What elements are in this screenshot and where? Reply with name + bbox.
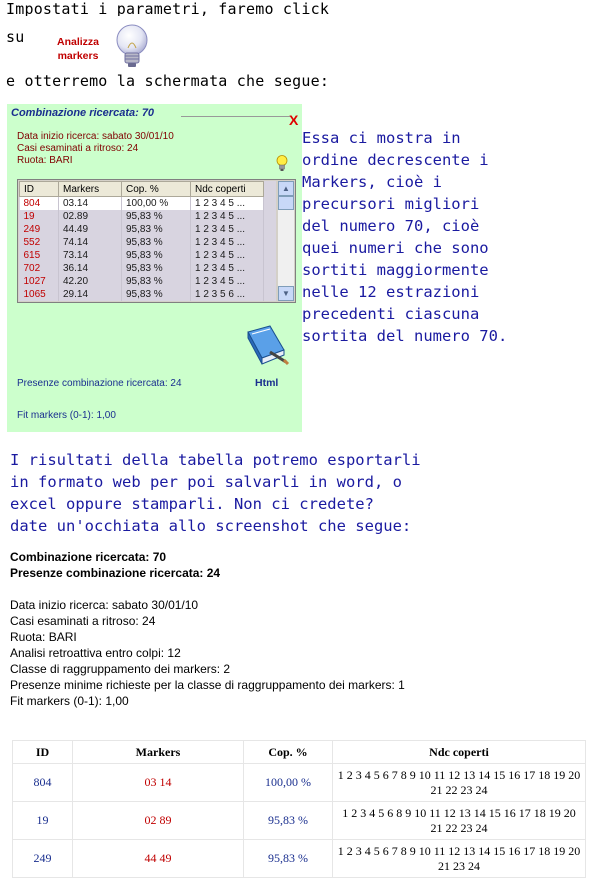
html-export-book-icon[interactable] xyxy=(240,322,290,370)
scroll-down-icon[interactable]: ▼ xyxy=(278,286,294,301)
report-cell-markers: 02 89 xyxy=(73,802,244,840)
cell-cop: 95,83 % xyxy=(122,210,191,223)
cell-id: 1065 xyxy=(20,288,59,301)
cell-id: 804 xyxy=(20,197,59,211)
cell-markers: 74.14 xyxy=(59,236,122,249)
cell-cop: 95,83 % xyxy=(122,275,191,288)
cell-markers: 73.14 xyxy=(59,249,122,262)
cell-ndc: 1 2 3 4 5 ... xyxy=(191,223,264,236)
report-cell-id: 19 xyxy=(13,802,73,840)
cell-id: 702 xyxy=(20,262,59,275)
grid-row[interactable] xyxy=(20,262,264,275)
intro-line-3: e otterremo la schermata che segue: xyxy=(6,72,330,90)
cell-cop: 95,83 % xyxy=(122,223,191,236)
grid-body xyxy=(19,181,276,301)
markers-grid[interactable] xyxy=(17,179,296,303)
cell-cop: 95,83 % xyxy=(122,288,191,301)
table-row xyxy=(13,840,586,878)
report-cell-ndc: 1 2 3 4 5 6 7 8 9 10 11 12 13 14 15 16 17 18 19 20 21 23 24 xyxy=(333,840,586,878)
report-cell-cop: 95,83 % xyxy=(244,840,333,878)
report-cell-id: 804 xyxy=(13,764,73,802)
cell-ndc: 1 2 3 4 5 ... xyxy=(191,197,264,211)
report-col-ndc: Ndc coperti xyxy=(333,741,586,764)
info-wheel: Ruota: BARI xyxy=(17,155,73,166)
report-cell-ndc: 1 2 3 4 5 6 8 9 10 11 12 13 14 15 16 17 18 19 20 21 22 23 24 xyxy=(333,802,586,840)
cell-ndc: 1 2 3 4 5 ... xyxy=(191,210,264,223)
cell-markers: 03.14 xyxy=(59,197,122,211)
scroll-up-icon[interactable]: ▲ xyxy=(278,181,294,196)
title-divider xyxy=(181,116,291,117)
report-col-markers: Markers xyxy=(73,741,244,764)
report-col-id: ID xyxy=(13,741,73,764)
report-cell-cop: 95,83 % xyxy=(244,802,333,840)
report-cell-ndc: 1 2 3 4 5 6 7 8 9 10 11 12 13 14 15 16 17 18 19 20 21 22 23 24 xyxy=(333,764,586,802)
explanation-text: Essa ci mostra in ordine decrescente i Markers, cioè i precursori migliori del numero 70, cioè quei numeri che sono sortiti maggiormente nelle 12 estrazioni precedenti ciascuna sortita del numero 70. xyxy=(302,129,508,345)
report-heading-presence: Presenze combinazione ricercata: 24 xyxy=(10,566,221,580)
lightbulb-icon[interactable] xyxy=(275,154,289,172)
grid-row[interactable] xyxy=(20,288,264,301)
html-export-link[interactable]: Html xyxy=(255,377,279,389)
grid-scrollbar[interactable] xyxy=(278,181,294,301)
grid-row[interactable] xyxy=(20,197,264,211)
col-cop[interactable]: Cop. % xyxy=(122,182,191,197)
col-id[interactable]: ID xyxy=(20,182,59,197)
scroll-thumb[interactable] xyxy=(278,196,294,210)
intro-line-1: Impostati i parametri, faremo click xyxy=(6,0,330,16)
cell-ndc: 1 2 3 4 5 ... xyxy=(191,236,264,249)
analyze-markers-button[interactable] xyxy=(44,32,112,68)
grid-row[interactable] xyxy=(20,210,264,223)
grid-row[interactable] xyxy=(20,275,264,288)
report-cell-markers: 44 49 xyxy=(73,840,244,878)
cell-ndc: 1 2 3 4 5 ... xyxy=(191,262,264,275)
report-table xyxy=(12,740,586,878)
results-panel xyxy=(7,104,302,432)
cell-markers: 42.20 xyxy=(59,275,122,288)
grid-row[interactable] xyxy=(20,249,264,262)
cell-id: 19 xyxy=(20,210,59,223)
report-line: Casi esaminati a ritroso: 24 xyxy=(10,614,156,628)
cell-ndc: 1 2 3 5 6 ... xyxy=(191,288,264,301)
cell-id: 552 xyxy=(20,236,59,249)
col-markers[interactable]: Markers xyxy=(59,182,122,197)
panel-title: Combinazione ricercata: 70 xyxy=(11,107,155,119)
report-cell-markers: 03 14 xyxy=(73,764,244,802)
info-cases: Casi esaminati a ritroso: 24 xyxy=(17,143,139,154)
report-line: Data inizio ricerca: sabato 30/01/10 xyxy=(10,598,199,612)
cell-id: 249 xyxy=(20,223,59,236)
cell-cop: 95,83 % xyxy=(122,249,191,262)
cell-markers: 36.14 xyxy=(59,262,122,275)
cell-markers: 29.14 xyxy=(59,288,122,301)
analyze-label-1: Analizza xyxy=(56,36,99,48)
close-button[interactable]: X xyxy=(289,112,299,128)
cell-cop: 95,83 % xyxy=(122,236,191,249)
presence-count: Presenze combinazione ricercata: 24 xyxy=(17,378,182,389)
cell-ndc: 1 2 3 4 5 ... xyxy=(191,275,264,288)
fit-markers: Fit markers (0-1): 1,00 xyxy=(17,410,116,421)
cell-cop: 100,00 % xyxy=(122,197,191,211)
lightbulb-icon[interactable] xyxy=(110,20,154,72)
grid-row[interactable] xyxy=(20,236,264,249)
report-line: Ruota: BARI xyxy=(10,630,77,644)
report-col-cop: Cop. % xyxy=(244,741,333,764)
intro-line-2: su xyxy=(6,28,25,46)
grid-row[interactable] xyxy=(20,223,264,236)
report-cell-cop: 100,00 % xyxy=(244,764,333,802)
cell-ndc: 1 2 3 4 5 ... xyxy=(191,249,264,262)
report-line: Fit markers (0-1): 1,00 xyxy=(10,694,129,708)
cell-id: 615 xyxy=(20,249,59,262)
cell-markers: 02.89 xyxy=(59,210,122,223)
analyze-label-2: markers xyxy=(57,50,99,62)
table-row xyxy=(13,802,586,840)
cell-cop: 95,83 % xyxy=(122,262,191,275)
report-line: Presenze minime richieste per la classe di raggruppamento dei markers: 1 xyxy=(10,678,405,692)
export-explanation-text: I risultati della tabella potremo esportarli in formato web per poi salvarli in word, o excel oppure stamparli. Non ci credete? date un'occhiata allo screenshot che segue: xyxy=(10,451,421,535)
report-line: Classe di raggruppamento dei markers: 2 xyxy=(10,662,231,676)
report-cell-id: 249 xyxy=(13,840,73,878)
report-line: Analisi retroattiva entro colpi: 12 xyxy=(10,646,181,660)
info-start-date: Data inizio ricerca: sabato 30/01/10 xyxy=(17,131,174,142)
table-row xyxy=(13,764,586,802)
report-heading-combination: Combinazione ricercata: 70 xyxy=(10,550,167,564)
col-ndc[interactable]: Ndc coperti xyxy=(191,182,264,197)
cell-id: 1027 xyxy=(20,275,59,288)
cell-markers: 44.49 xyxy=(59,223,122,236)
